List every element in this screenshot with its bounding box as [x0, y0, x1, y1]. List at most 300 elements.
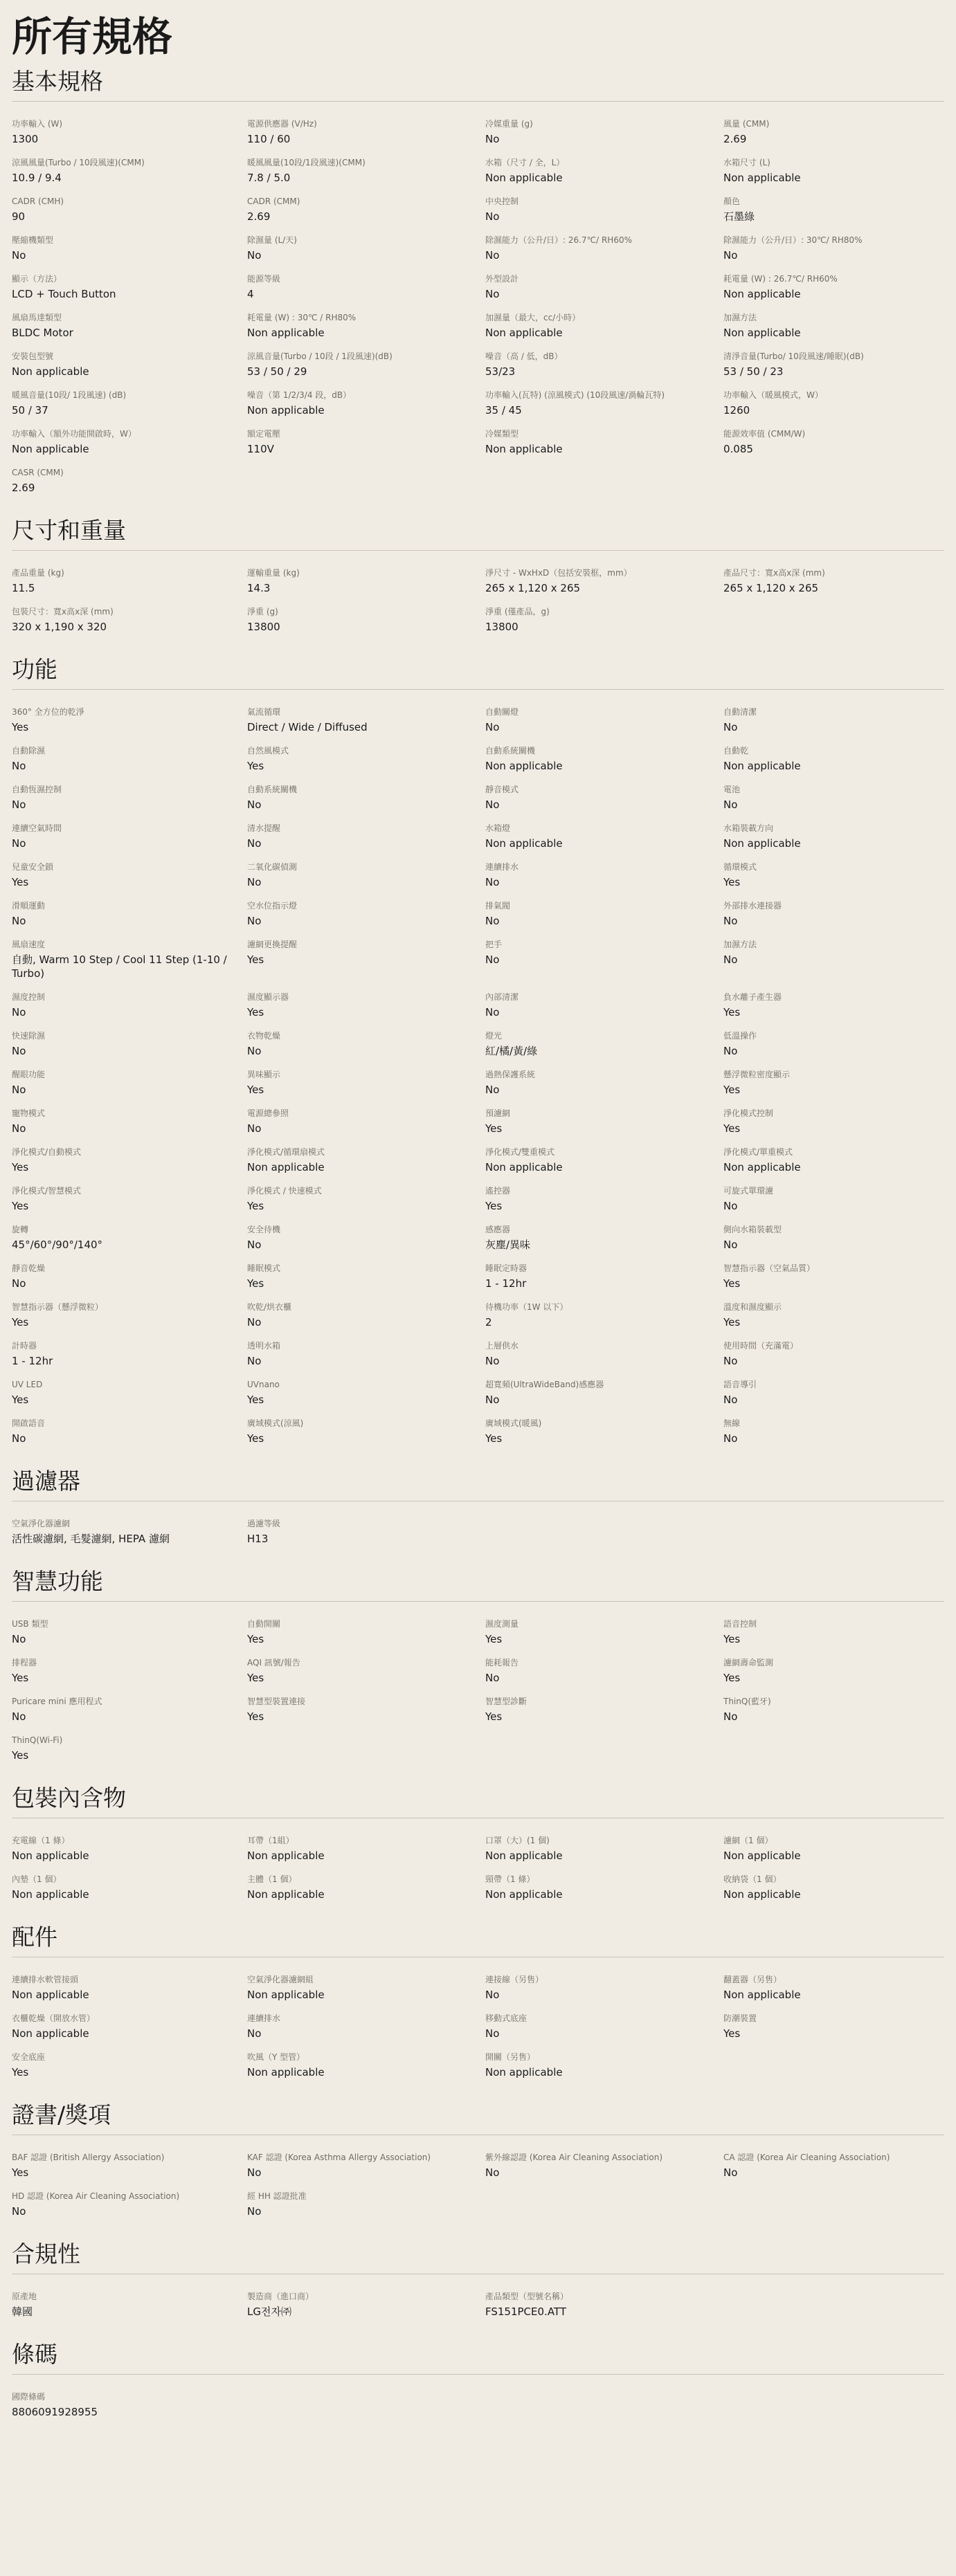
spec-label: 外部排水連接器 [723, 901, 782, 911]
spec-label: 能源效率值 (CMM/W) [723, 429, 806, 439]
spec-value: Non applicable [247, 404, 325, 417]
spec-item [247, 1224, 485, 1252]
spec-item [12, 312, 247, 340]
spec-item [247, 428, 485, 456]
spec-item [485, 196, 723, 223]
spec-value: Yes [12, 876, 29, 888]
spec-item [247, 706, 485, 734]
spec-item [723, 1147, 944, 1174]
spec-value: FS151PCE0.ATT [485, 2305, 566, 2318]
spec-item [485, 1108, 723, 1135]
spec-item [247, 939, 485, 980]
spec-label: 除濕量 (L/天) [247, 235, 297, 245]
spec-label: 醒眼功能 [12, 1070, 46, 1079]
spec-value: Yes [485, 1432, 503, 1445]
spec-label: 淨重 (g) [247, 607, 278, 616]
spec-item [247, 1108, 485, 1135]
spec-value: Non applicable [485, 837, 563, 850]
spec-value: No [723, 721, 738, 733]
spec-label: 靜音乾燥 [12, 1263, 46, 1273]
spec-label: 功率輸入（額外功能開啟時，W） [12, 429, 136, 439]
spec-value: 53 / 50 / 23 [723, 365, 784, 378]
spec-item [12, 1147, 247, 1174]
spec-value: Non applicable [485, 443, 563, 455]
spec-value: Yes [247, 1277, 264, 1290]
spec-label: 循環模式 [723, 862, 757, 872]
spec-label: 預濾網 [485, 1108, 511, 1118]
spec-label: 空氣淨化器濾網組 [247, 1975, 314, 1984]
spec-label: 加濕方法 [723, 940, 757, 949]
spec-sections [12, 66, 944, 2419]
spec-label: 淨化模式 / 快速模式 [247, 1186, 322, 1196]
spec-value: No [485, 721, 500, 733]
spec-item [723, 390, 944, 417]
spec-label: 電源總參照 [247, 1108, 289, 1118]
spec-value: No [723, 1355, 738, 1367]
spec-item [485, 1974, 723, 2002]
spec-section [12, 515, 944, 634]
spec-value: No [12, 249, 26, 262]
spec-value: No [12, 798, 26, 811]
spec-label: 空氣淨化器濾網 [12, 1519, 71, 1528]
spec-label: 防潮裝置 [723, 2013, 757, 2023]
spec-label: 自動乾 [723, 746, 749, 756]
section-title: 配件 [12, 1922, 944, 1957]
section-title: 合規性 [12, 2239, 944, 2274]
spec-value: No [12, 1432, 26, 1445]
section-title: 尺寸和重量 [12, 515, 944, 551]
spec-value: No [247, 1239, 262, 1251]
spec-label: 廣域模式(暖風) [485, 1418, 542, 1428]
spec-value: No [485, 1394, 500, 1406]
spec-value: Non applicable [723, 172, 801, 184]
spec-item [247, 2013, 485, 2040]
spec-label: 連續排水 [247, 2013, 281, 2023]
spec-label: 氣流循環 [247, 707, 281, 717]
spec-label: 口罩（大）(1 個) [485, 1836, 550, 1845]
spec-item [12, 567, 247, 595]
spec-label: 功率輸入(瓦特) (涼風模式) (10段風速/渦輪瓦特) [485, 390, 665, 400]
spec-label: 兒童安全鎖 [12, 862, 54, 872]
spec-label: 顏色 [723, 197, 741, 206]
spec-grid [12, 1518, 944, 1546]
spec-item [247, 312, 485, 340]
spec-label: 自動系統關機 [485, 746, 536, 756]
spec-label: 淨化模式/雙重模式 [485, 1147, 555, 1157]
spec-value: Non applicable [485, 1849, 563, 1862]
spec-value: 活性碳濾網, 毛髮濾網, HEPA 濾網 [12, 1533, 170, 1545]
spec-label: 收納袋（1 個） [723, 1874, 782, 1884]
spec-label: 耗電量 (W) : 30℃ / RH80% [247, 313, 357, 322]
spec-item [485, 273, 723, 301]
spec-value: 7.8 / 5.0 [247, 172, 291, 184]
section-title: 基本規格 [12, 66, 944, 102]
spec-value: 2.69 [247, 210, 271, 223]
spec-label: 過熱保護系統 [485, 1070, 536, 1079]
spec-value: 10.9 / 9.4 [12, 172, 62, 184]
spec-item [247, 1030, 485, 1058]
spec-section [12, 2339, 944, 2419]
spec-value: Yes [723, 1122, 741, 1135]
spec-item [485, 992, 723, 1019]
spec-value: Non applicable [723, 1161, 801, 1173]
spec-value: Yes [247, 1084, 264, 1096]
spec-item [485, 2152, 723, 2180]
spec-item [485, 2013, 723, 2040]
spec-value: No [247, 876, 262, 888]
spec-item [12, 1030, 247, 1058]
spec-item [485, 1030, 723, 1058]
spec-label: 懸浮微粒密度顯示 [723, 1070, 791, 1079]
spec-value: Non applicable [247, 2066, 325, 2079]
spec-item [485, 1069, 723, 1097]
spec-label: 風扇馬達類型 [12, 313, 62, 322]
spec-value: 4 [247, 288, 254, 300]
spec-label: 淨化模式/循環扇模式 [247, 1147, 325, 1157]
spec-item [12, 1696, 247, 1724]
spec-value: Yes [247, 1710, 264, 1723]
spec-label: 水箱（尺寸 / 全，L） [485, 158, 565, 167]
spec-label: KAF 認證 (Korea Asthma Allergy Association) [247, 2153, 431, 2162]
spec-item [723, 1874, 944, 1901]
spec-label: USB 類型 [12, 1619, 48, 1629]
spec-value: Yes [247, 1394, 264, 1406]
spec-item [247, 1379, 485, 1407]
spec-item [723, 823, 944, 850]
spec-value: 11.5 [12, 582, 35, 594]
spec-label: 低溫操作 [723, 1031, 757, 1041]
spec-item [723, 1185, 944, 1213]
spec-item [485, 235, 723, 262]
spec-item [12, 939, 247, 980]
spec-value: No [12, 1122, 26, 1135]
spec-value: H13 [247, 1533, 269, 1545]
spec-label: 自動開關 [247, 1619, 281, 1629]
spec-label: 吹風（Y 型管） [247, 2052, 305, 2062]
spec-value: 2 [485, 1316, 492, 1328]
spec-item [485, 900, 723, 928]
spec-label: 能源等級 [247, 274, 281, 284]
spec-value: Non applicable [12, 1989, 89, 2001]
spec-item [247, 606, 485, 634]
spec-value: 1300 [12, 133, 39, 145]
spec-label: 衣櫃乾燥（開放水管） [12, 2013, 96, 2023]
spec-item [723, 1418, 944, 1445]
spec-value: No [485, 210, 500, 223]
spec-value: 1 - 12hr [12, 1355, 53, 1367]
spec-item [247, 1340, 485, 1368]
spec-item [485, 1379, 723, 1407]
spec-label: 睡眠定時器 [485, 1263, 527, 1273]
spec-value: No [485, 133, 500, 145]
spec-value: Non applicable [12, 2027, 89, 2040]
spec-grid [12, 1974, 944, 2079]
spec-item [12, 1735, 247, 1762]
spec-item [12, 861, 247, 889]
spec-item [12, 2152, 247, 2180]
spec-item [723, 1340, 944, 1368]
spec-label: 紫外線認證 (Korea Air Cleaning Association) [485, 2153, 663, 2162]
spec-value: Yes [723, 1316, 741, 1328]
spec-value: 110V [247, 443, 274, 455]
spec-value: No [247, 1316, 262, 1328]
spec-label: 自動關燈 [485, 707, 519, 717]
spec-value: No [12, 1710, 26, 1723]
spec-label: 安全待機 [247, 1225, 281, 1234]
spec-value: Non applicable [247, 1888, 325, 1901]
spec-value: No [12, 1045, 26, 1057]
spec-value: 紅/橘/黃/綠 [485, 1045, 538, 1057]
spec-item [723, 351, 944, 378]
spec-item [485, 1301, 723, 1329]
section-title: 條碼 [12, 2339, 944, 2375]
spec-value: Yes [723, 2027, 741, 2040]
spec-item [12, 2191, 247, 2218]
spec-label: 功率輸入 (W) [12, 119, 63, 129]
spec-label: 加濕方法 [723, 313, 757, 322]
spec-item [12, 157, 247, 185]
spec-value: Yes [247, 1006, 264, 1018]
spec-value: No [485, 2166, 500, 2179]
spec-value: No [12, 1633, 26, 1645]
spec-value: No [247, 1355, 262, 1367]
spec-label: 連續排水軟管接頭 [12, 1975, 79, 1984]
spec-value: Yes [723, 1006, 741, 1018]
spec-value: Yes [12, 1200, 29, 1212]
section-title: 智慧功能 [12, 1566, 944, 1602]
spec-grid [12, 1835, 944, 1901]
spec-label: 清水提醒 [247, 823, 281, 833]
spec-value: Non applicable [723, 288, 801, 300]
spec-value: Yes [247, 760, 264, 772]
spec-item [12, 2013, 247, 2040]
spec-label: 自然風模式 [247, 746, 289, 756]
spec-value: 35 / 45 [485, 404, 522, 417]
spec-value: Yes [12, 1749, 29, 1762]
spec-item [12, 706, 247, 734]
spec-label: 耗電量 (W) : 26.7℃/ RH60% [723, 274, 838, 284]
spec-value: 2.69 [723, 133, 747, 145]
spec-label: 翻蓋器（另售） [723, 1975, 782, 1984]
spec-item [723, 1224, 944, 1252]
spec-value: No [723, 1432, 738, 1445]
spec-value: No [723, 1045, 738, 1057]
spec-value: No [12, 1084, 26, 1096]
spec-value: Non applicable [247, 1989, 325, 2001]
spec-label: 淨重 (僅產品，g) [485, 607, 550, 616]
spec-label: 壓縮機類型 [12, 235, 54, 245]
spec-label: 側向水箱裝載型 [723, 1225, 782, 1234]
spec-label: 產品尺寸：寬x高x深 (mm) [723, 568, 825, 578]
spec-item [247, 784, 485, 812]
spec-value: Yes [12, 2166, 29, 2179]
spec-section [12, 1922, 944, 2079]
spec-label: 自動恆濕控制 [12, 785, 62, 794]
spec-item [723, 567, 944, 595]
spec-item [723, 1379, 944, 1407]
spec-value: 0.085 [723, 443, 753, 455]
spec-item [12, 196, 247, 223]
spec-item [485, 1263, 723, 1290]
spec-value: Yes [723, 1277, 741, 1290]
spec-label: 水箱燈 [485, 823, 511, 833]
spec-label: 產品重量 (kg) [12, 568, 64, 578]
spec-section [12, 2100, 944, 2218]
spec-label: 計時器 [12, 1341, 37, 1351]
spec-label: 電池 [723, 785, 741, 794]
spec-item [723, 1069, 944, 1097]
spec-item [723, 1301, 944, 1329]
spec-value: 90 [12, 210, 26, 223]
spec-item [485, 1224, 723, 1252]
spec-item [247, 235, 485, 262]
spec-label: 冷媒類型 [485, 429, 519, 439]
spec-value: No [485, 953, 500, 966]
spec-value: No [723, 953, 738, 966]
spec-item [12, 1518, 247, 1546]
spec-label: 運輸重量 (kg) [247, 568, 300, 578]
spec-label: BAF 認證 (British Allergy Association) [12, 2153, 165, 2162]
spec-item [247, 1263, 485, 1290]
spec-value: Yes [12, 1161, 29, 1173]
spec-label: 能耗報告 [485, 1658, 519, 1668]
spec-item [12, 118, 247, 146]
spec-value: No [247, 798, 262, 811]
spec-grid [12, 1618, 944, 1762]
spec-item [12, 2052, 247, 2079]
spec-label: 負水離子產生器 [723, 992, 782, 1002]
spec-item [485, 1874, 723, 1901]
spec-item [485, 784, 723, 812]
spec-item [12, 428, 247, 456]
spec-label: HD 認證 (Korea Air Cleaning Association) [12, 2191, 180, 2201]
spec-item [485, 2052, 723, 2079]
spec-label: 連續排水 [485, 862, 519, 872]
spec-label: 暖風音量(10段/ 1段風速) (dB) [12, 390, 127, 400]
spec-label: 除濕能力（公升/日）: 26.7℃/ RH60% [485, 235, 632, 245]
spec-item [723, 861, 944, 889]
spec-item [12, 2291, 247, 2319]
spec-item [485, 567, 723, 595]
spec-item [247, 196, 485, 223]
spec-item [12, 1069, 247, 1097]
spec-value: Yes [12, 1394, 29, 1406]
spec-value: No [723, 2166, 738, 2179]
spec-label: 自動系統關機 [247, 785, 298, 794]
spec-item [247, 1657, 485, 1685]
spec-item [485, 823, 723, 850]
spec-item [12, 467, 247, 495]
spec-label: 製造商（進口商） [247, 2292, 314, 2301]
spec-item [12, 1301, 247, 1329]
spec-label: 暖風風量(10段/1段風速)(CMM) [247, 158, 366, 167]
spec-label: 中央控制 [485, 197, 519, 206]
spec-label: 透明水箱 [247, 1341, 281, 1351]
spec-label: 加濕量（最大，cc/小時） [485, 313, 581, 322]
spec-item [723, 992, 944, 1019]
spec-item [247, 1518, 485, 1546]
spec-item [485, 745, 723, 773]
spec-label: 廣域模式(涼風) [247, 1418, 304, 1428]
spec-item [247, 1147, 485, 1174]
spec-value: No [485, 1084, 500, 1096]
spec-value: Yes [247, 1633, 264, 1645]
spec-item [12, 235, 247, 262]
spec-value: 53/23 [485, 365, 516, 378]
spec-item [247, 745, 485, 773]
spec-label: 超寬頻(UltraWideBand)感應器 [485, 1380, 604, 1389]
spec-value: No [485, 2027, 500, 2040]
spec-item [723, 706, 944, 734]
spec-value: Non applicable [723, 1849, 801, 1862]
spec-item [12, 1657, 247, 1685]
spec-label: 淨化模式/自動模式 [12, 1147, 82, 1157]
spec-item [485, 606, 723, 634]
spec-item [247, 2191, 485, 2218]
spec-item [12, 1108, 247, 1135]
spec-label: 異味顯示 [247, 1070, 281, 1079]
spec-value: 韓國 [12, 2305, 33, 2318]
spec-value: Yes [12, 2066, 29, 2079]
spec-value: Non applicable [12, 443, 89, 455]
spec-value: Non applicable [247, 327, 325, 339]
spec-item [247, 273, 485, 301]
spec-value: No [247, 2205, 262, 2218]
spec-value: Yes [12, 721, 29, 733]
spec-item [485, 428, 723, 456]
spec-label: 快速除濕 [12, 1031, 46, 1041]
spec-item [485, 1696, 723, 1724]
spec-value: No [12, 2205, 26, 2218]
spec-item [485, 1418, 723, 1445]
spec-value: No [485, 288, 500, 300]
spec-label: 濾網壽命監測 [723, 1658, 774, 1668]
spec-item [723, 1263, 944, 1290]
spec-label: 排氣閥 [485, 901, 511, 911]
spec-value: No [485, 1989, 500, 2001]
spec-label: 自動清潔 [723, 707, 757, 717]
spec-item [247, 118, 485, 146]
spec-label: 額定電壓 [247, 429, 281, 439]
spec-label: 濕度控制 [12, 992, 46, 1002]
spec-value: No [485, 798, 500, 811]
spec-label: 涼風音量(Turbo / 10段 / 1段風速)(dB) [247, 351, 393, 361]
spec-label: 濕度測量 [485, 1619, 519, 1629]
spec-value: No [247, 915, 262, 927]
spec-value: 1 - 12hr [485, 1277, 527, 1290]
spec-label: 安全底座 [12, 2052, 46, 2062]
spec-label: 移動式底座 [485, 2013, 527, 2023]
spec-value: 45°/60°/90°/140° [12, 1239, 103, 1251]
spec-item [247, 2052, 485, 2079]
spec-value: No [247, 837, 262, 850]
spec-item [247, 157, 485, 185]
spec-label: 風扇速度 [12, 940, 46, 949]
spec-label: 可旋式單環濾 [723, 1186, 774, 1196]
spec-value: Non applicable [485, 760, 563, 772]
spec-item [12, 823, 247, 850]
spec-label: 耳帶（1組） [247, 1836, 294, 1845]
spec-item [12, 1224, 247, 1252]
spec-label: 淨化模式/單重模式 [723, 1147, 793, 1157]
spec-section [12, 2239, 944, 2319]
spec-value: LG전자㈜ [247, 2305, 291, 2318]
spec-value: Non applicable [723, 1989, 801, 2001]
spec-label: 無線 [723, 1418, 741, 1428]
spec-item [723, 939, 944, 980]
spec-value: No [723, 1200, 738, 1212]
spec-value: Non applicable [485, 1161, 563, 1173]
